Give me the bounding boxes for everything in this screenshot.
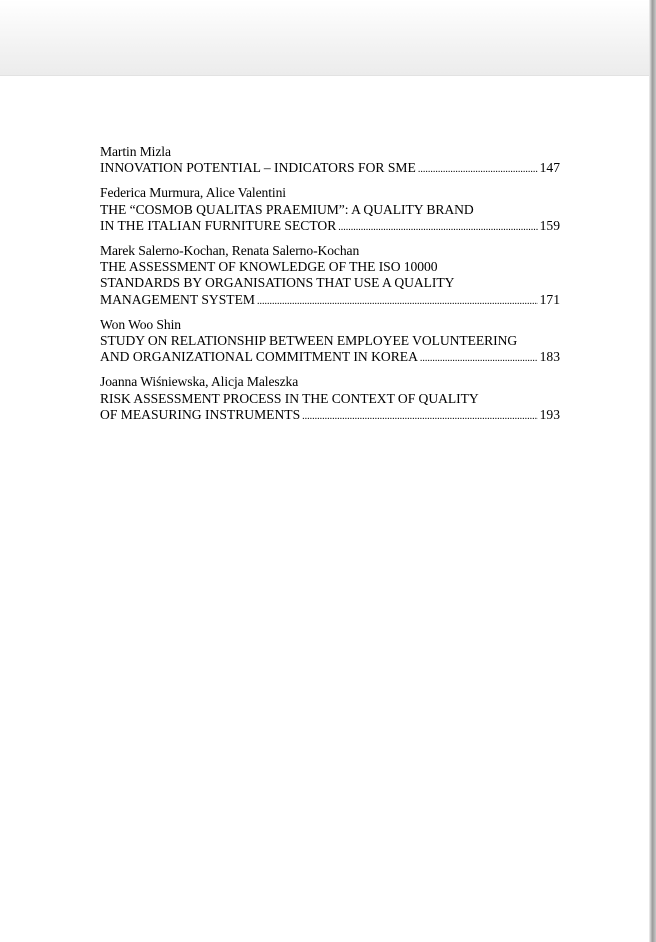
toc-title-text: OF MEASURING INSTRUMENTS (100, 406, 301, 422)
toc-title-line-last (100, 292, 560, 310)
toc-page-number: 183 (539, 349, 560, 365)
toc-title-text: INNOVATION POTENTIAL – INDICATORS FOR SME (100, 160, 416, 176)
toc-title-line: RISK ASSESSMENT PROCESS IN THE CONTEXT OF QUALITY (100, 390, 479, 406)
toc-entry (100, 317, 560, 368)
toc-leader-dots (420, 351, 538, 367)
toc-authors: Joanna Wiśniewska, Alicja Maleszka (100, 374, 299, 390)
toc-title-line-last (100, 349, 560, 367)
toc-title-line: THE “COSMOB QUALITAS PRAEMIUM”: A QUALITY BRAND (100, 201, 474, 217)
toc-leader-dots (338, 220, 537, 236)
toc-entry (100, 243, 560, 310)
toc-page-number: 159 (539, 217, 560, 233)
toc-title-text: AND ORGANIZATIONAL COMMITMENT IN KOREA (100, 349, 418, 365)
toc-entry (100, 144, 560, 178)
toc-leader-dots (257, 294, 538, 310)
toc-page-number: 193 (539, 406, 560, 422)
toc-title-line-last (100, 160, 560, 178)
toc-page-number: 147 (539, 160, 560, 176)
page-edge-shadow (650, 0, 656, 942)
toc-title-line: THE ASSESSMENT OF KNOWLEDGE OF THE ISO 10000 (100, 259, 438, 275)
toc-title-line-last (100, 218, 560, 236)
toc-entry (100, 185, 560, 236)
toc-authors: Won Woo Shin (100, 316, 181, 332)
toc-title-line: STANDARDS BY ORGANISATIONS THAT USE A QUALITY (100, 275, 455, 291)
toc-title-line-last (100, 407, 560, 425)
toc-title-line: STUDY ON RELATIONSHIP BETWEEN EMPLOYEE VOLUNTEERING (100, 333, 518, 349)
toc-title-text: MANAGEMENT SYSTEM (100, 291, 255, 307)
toc-authors: Martin Mizla (100, 144, 171, 159)
toc-leader-dots (418, 162, 538, 178)
table-of-contents (100, 144, 560, 432)
toc-entry (100, 374, 560, 425)
toc-leader-dots (302, 409, 537, 425)
page-header-band (0, 0, 650, 76)
toc-authors: Marek Salerno-Kochan, Renata Salerno-Kochan (100, 243, 360, 259)
toc-page-number: 171 (539, 291, 560, 307)
toc-title-text: IN THE ITALIAN FURNITURE SECTOR (100, 217, 337, 233)
toc-authors: Federica Murmura, Alice Valentini (100, 185, 286, 201)
